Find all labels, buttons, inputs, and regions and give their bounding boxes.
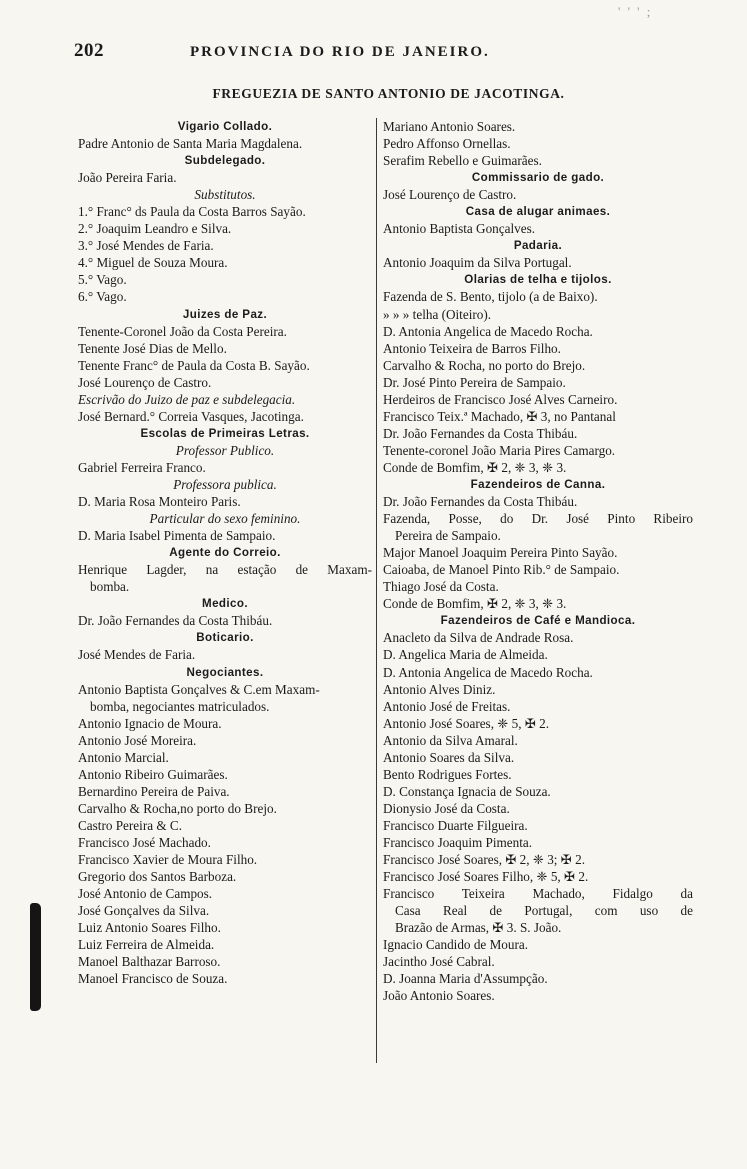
entry-line: Carvalho & Rocha,no porto do Brejo. <box>78 800 277 816</box>
category-heading: Agente do Correio. <box>169 546 281 560</box>
entry-continuation: bomba. <box>90 579 130 595</box>
entry-line: Francisco Teix.ª Machado, ✠ 3, no Pantanal <box>383 408 616 424</box>
entry-line: 4.° Miguel de Souza Moura. <box>78 255 228 271</box>
entry-continuation: Casa Real de Portugal, com uso de <box>395 903 693 919</box>
entry-line: Antonio José Soares, ❈ 5, ✠ 2. <box>383 715 550 731</box>
margin-annotation: ' ' ' ; <box>618 4 653 19</box>
entry-line: Manoel Balthazar Barroso. <box>78 954 221 970</box>
entry-continuation: Brazão de Armas, ✠ 3. S. João. <box>395 920 562 936</box>
right-column <box>383 118 693 1004</box>
category-heading: Juizes de Paz. <box>182 307 268 321</box>
entry-line: Francisco José Soares Filho, ❈ 5, ✠ 2. <box>383 869 589 885</box>
entry-line: Tenente-coronel João Maria Pires Camargo. <box>383 442 616 458</box>
category-heading: Olarias de telha e tijolos. <box>464 273 612 287</box>
entry-line: Antonio Joaquim da Silva Portugal. <box>383 255 572 271</box>
entry-line: Gabriel Ferreira Franco. <box>78 459 206 475</box>
subheading-italic: Particular do sexo feminino. <box>149 511 301 527</box>
entry-line: D. Antonia Angelica de Macedo Rocha. <box>383 664 593 680</box>
entry-line: 5.° Vago. <box>78 272 127 288</box>
category-heading: Medico. <box>202 597 248 611</box>
entry-line: Dr. João Fernandes da Costa Thibáu. <box>383 494 578 510</box>
entry-line: Serafim Rebello e Guimarães. <box>383 153 542 169</box>
entry-line: D. Joanna Maria d'Assumpção. <box>383 971 548 987</box>
entry-line: Antonio José de Freitas. <box>383 698 511 714</box>
entry-line: Anacleto da Silva de Andrade Rosa. <box>383 630 574 646</box>
entry-line: 1.° Franc° ds Paula da Costa Barros Sayão. <box>78 204 306 220</box>
entry-line: Luiz Ferreira de Almeida. <box>78 937 215 953</box>
entry-line: Dionysio José da Costa. <box>383 800 510 816</box>
category-heading: Vigario Collado. <box>177 120 273 133</box>
entry-line: Dr. João Fernandes da Costa Thibáu. <box>383 425 578 441</box>
entry-line: Francisco Teixeira Machado, Fidalgo da <box>383 886 693 902</box>
entry-line: Henrique Lagder, na estação de Maxam- <box>78 562 372 578</box>
entry-line: Francisco José Machado. <box>78 834 211 850</box>
page-number: 202 <box>74 40 104 61</box>
entry-line: José Mendes de Faria. <box>78 647 196 663</box>
subheading-italic: Professora publica. <box>173 476 277 492</box>
category-heading: Fazendeiros de Canna. <box>470 477 606 491</box>
subheading-italic: Substitutos. <box>194 187 256 203</box>
entry-line: Tenente-Coronel João da Costa Pereira. <box>78 323 287 339</box>
left-column <box>78 118 372 987</box>
entry-line: Antonio Teixeira de Barros Filho. <box>383 340 561 356</box>
entry-line: Fazenda, Posse, do Dr. José Pinto Ribeiro <box>383 511 693 527</box>
entry-line: Mariano Antonio Soares. <box>383 119 516 134</box>
entry-line: Ignacio Candido de Moura. <box>383 937 529 953</box>
entry-line: Conde de Bomfim, ✠ 2, ❈ 3, ❈ 3. <box>383 596 567 612</box>
entry-line: Tenente Franc° de Paula da Costa B. Sayão. <box>78 357 310 373</box>
entry-line: Dr. João Fernandes da Costa Thibáu. <box>78 613 273 629</box>
category-heading: Fazendeiros de Café e Mandioca. <box>440 614 636 628</box>
entry-line: Castro Pereira & C. <box>78 817 183 833</box>
entry-line: D. Maria Isabel Pimenta de Sampaio. <box>78 528 276 544</box>
category-heading: Subdelegado. <box>184 154 266 168</box>
entry-line: D. Constança Ignacia de Souza. <box>383 783 551 799</box>
entry-line: Antonio José Moreira. <box>78 732 197 748</box>
entry-line: Tenente José Dias de Mello. <box>78 340 227 356</box>
column-divider <box>376 118 377 1063</box>
entry-line: José Lourenço de Castro. <box>78 374 212 390</box>
entry-line: D. Angelica Maria de Almeida. <box>383 647 548 663</box>
entry-line: 6.° Vago. <box>78 289 127 305</box>
entry-line: D. Maria Rosa Monteiro Paris. <box>78 494 241 510</box>
entry-line: Francisco Joaquim Pimenta. <box>383 834 533 850</box>
category-heading: Escolas de Primeiras Letras. <box>140 426 310 440</box>
entry-line: Pedro Affonso Ornellas. <box>383 136 511 152</box>
entry-line: Francisco Duarte Filgueira. <box>383 817 528 833</box>
entry-line: Antonio Marcial. <box>78 749 169 765</box>
entry-line: Francisco Xavier de Moura Filho. <box>78 852 258 868</box>
entry-line: Antonio Ribeiro Guimarães. <box>78 766 228 782</box>
entry-line: Jacintho José Cabral. <box>383 954 495 970</box>
entry-line: José Antonio de Campos. <box>78 886 213 902</box>
entry-line: Carvalho & Rocha, no porto do Brejo. <box>383 357 586 373</box>
entry-line: Padre Antonio de Santa Maria Magdalena. <box>78 136 303 152</box>
category-heading: Negociantes. <box>186 665 264 679</box>
category-heading: Padaria. <box>513 239 563 253</box>
entry-line: Antonio Alves Diniz. <box>383 681 496 697</box>
entry-line: Conde de Bomfim, ✠ 2, ❈ 3, ❈ 3. <box>383 459 567 475</box>
entry-continuation: Pereira de Sampaio. <box>395 528 501 544</box>
entry-line: Francisco José Soares, ✠ 2, ❈ 3; ✠ 2. <box>383 852 585 868</box>
entry-line: Herdeiros de Francisco José Alves Carneiro. <box>383 391 618 407</box>
entry-line: Major Manoel Joaquim Pereira Pinto Sayão. <box>383 545 618 561</box>
category-heading: Commissario de gado. <box>471 171 605 185</box>
entry-line: Antonio Baptista Gonçalves & C.em Maxam- <box>78 681 320 697</box>
entry-line: Antonio Baptista Gonçalves. <box>383 221 535 237</box>
entry-line: D. Antonia Angelica de Macedo Rocha. <box>383 323 593 339</box>
running-head: PROVINCIA DO RIO DE JANEIRO. <box>190 44 490 60</box>
entry-line: Thiago José da Costa. <box>383 579 499 595</box>
entry-line: José Gonçalves da Silva. <box>78 903 210 919</box>
entry-line: Luiz Antonio Soares Filho. <box>78 920 221 936</box>
entry-line: » » » telha (Oiteiro). <box>383 306 492 322</box>
entry-line: Fazenda de S. Bento, tijolo (a de Baixo). <box>383 289 598 305</box>
binding-stamp <box>30 903 41 1011</box>
section-title: FREGUEZIA DE SANTO ANTONIO DE JACOTINGA. <box>212 86 565 101</box>
entry-line: Caioaba, de Manoel Pinto Rib.° de Sampaio. <box>383 562 620 578</box>
entry-line: Gregorio dos Santos Barboza. <box>78 869 237 885</box>
entry-line: João Pereira Faria. <box>78 170 177 186</box>
category-heading: Boticario. <box>196 631 254 645</box>
entry-line: Bernardino Pereira de Paiva. <box>78 783 230 799</box>
entry-line: Antonio da Silva Amaral. <box>383 732 518 748</box>
subheading-italic: Escrivão do Juizo de paz e subdelegacia. <box>78 391 296 407</box>
entry-line: Antonio Soares da Silva. <box>383 749 515 765</box>
entry-continuation: bomba, negociantes matriculados. <box>90 698 270 714</box>
entry-line: Manoel Francisco de Souza. <box>78 971 228 987</box>
entry-line: José Bernard.° Correia Vasques, Jacotinga. <box>78 408 304 424</box>
entry-line: 3.° José Mendes de Faria. <box>78 238 214 254</box>
category-heading: Casa de alugar animaes. <box>465 205 611 219</box>
entry-line: Antonio Ignacio de Moura. <box>78 715 222 731</box>
subheading-italic: Professor Publico. <box>175 442 275 458</box>
entry-line: Bento Rodrigues Fortes. <box>383 766 512 782</box>
entry-line: 2.° Joaquim Leandro e Silva. <box>78 221 232 237</box>
entry-line: João Antonio Soares. <box>383 988 495 1004</box>
entry-line: José Lourenço de Castro. <box>383 187 517 203</box>
entry-line: Dr. José Pinto Pereira de Sampaio. <box>383 374 566 390</box>
